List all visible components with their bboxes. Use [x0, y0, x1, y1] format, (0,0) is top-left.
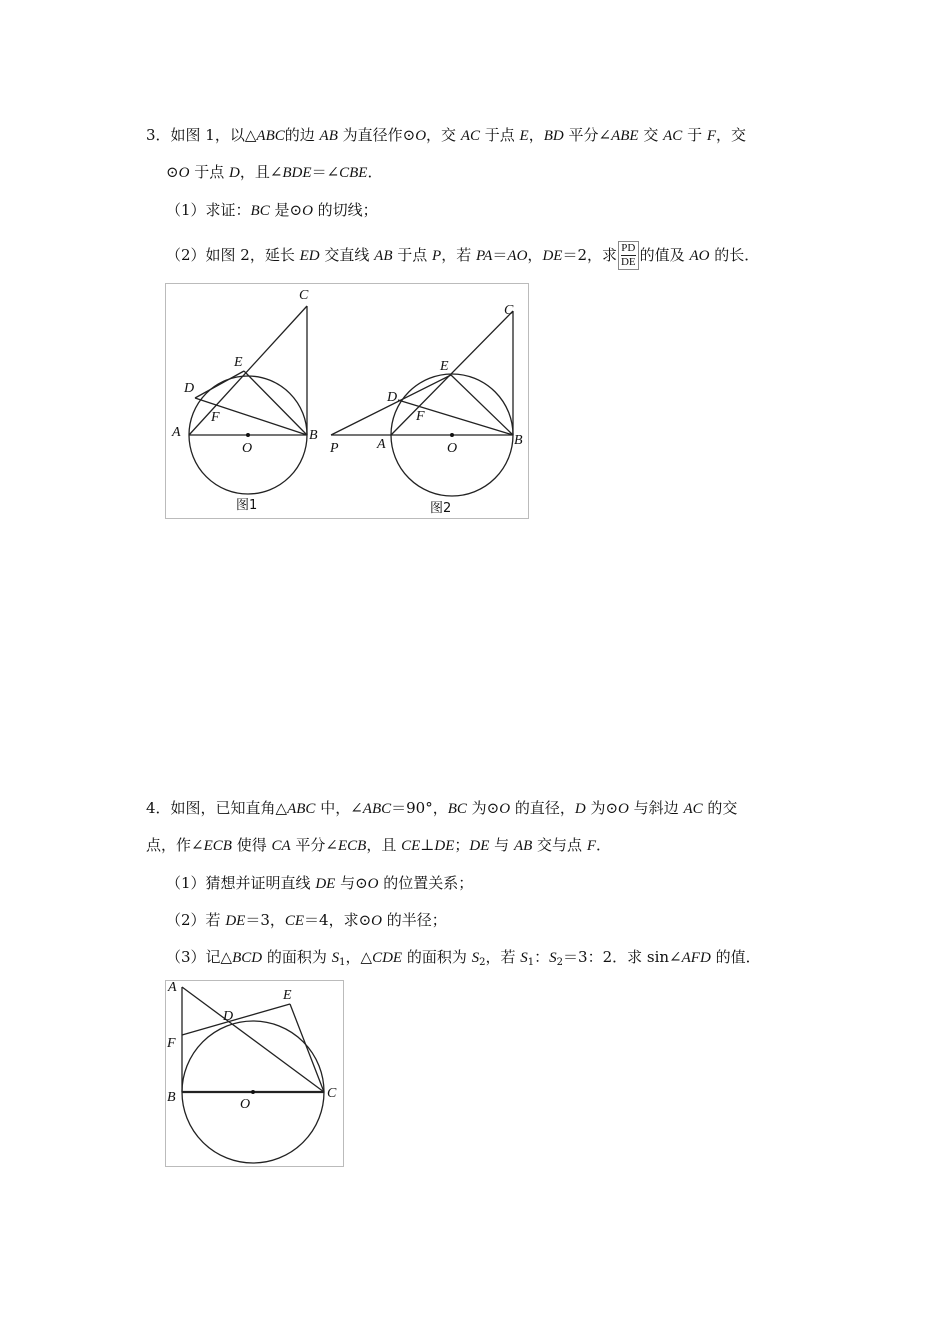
fig2-label-p: P [330, 441, 339, 456]
math-variable: AFD [681, 950, 711, 966]
math-variable: DE [225, 913, 246, 929]
math-variable: ABC [256, 128, 285, 144]
text-run: 的长． [709, 245, 760, 264]
math-variable: CE [284, 913, 305, 929]
math-variable: AB [374, 247, 393, 264]
text-run: ＝∠ [311, 163, 340, 181]
q4-label-e: E [283, 988, 292, 1003]
text-run: 与⊙ [335, 874, 368, 892]
q4-figure [165, 980, 344, 1167]
fig2-label-e: E [440, 359, 449, 374]
text-run: 于点 [189, 163, 229, 181]
fig2-label-b: B [514, 433, 523, 448]
math-variable: PA [476, 247, 493, 264]
math-variable: AC [460, 128, 480, 144]
math-variable: ABC [362, 801, 392, 817]
text-run: ； [454, 836, 470, 854]
math-variable: ECB [203, 838, 232, 854]
fig1-label-a: A [172, 425, 181, 440]
fig1-label-o: O [242, 441, 253, 456]
fraction-numerator: PD [621, 242, 636, 254]
text-run: 交 [638, 126, 664, 144]
fig1-label-b: B [309, 428, 318, 443]
math-variable: DE [434, 838, 455, 854]
text-run: 的边 [284, 126, 320, 144]
text-run: 为⊙ [585, 799, 619, 817]
math-variable: S [331, 950, 340, 966]
text-run: 是⊙ [269, 201, 303, 219]
text-run: ＝3：2．求 sin∠ [563, 948, 682, 966]
fig1-label-f: F [211, 410, 220, 425]
q4-center-dot [251, 1090, 255, 1094]
math-variable: CBE [339, 165, 368, 181]
fig1-label-c: C [299, 288, 309, 303]
math-variable: AC [683, 801, 703, 817]
text-run: ＝2，求 [562, 245, 617, 264]
text-run: （1）求证： [166, 201, 251, 219]
fig1-caption: 图1 [236, 498, 258, 513]
fig1-segment-de [195, 371, 244, 398]
math-variable: BC [447, 801, 467, 817]
math-variable: O [499, 801, 511, 817]
text-run: ，且 [366, 836, 402, 854]
q3-figures-svg [166, 284, 528, 518]
q4-label-d: D [223, 1009, 234, 1024]
text-run: ． [596, 836, 612, 854]
math-variable: ABE [611, 128, 639, 144]
math-variable: O [367, 876, 379, 892]
q3-stem-line1 [146, 125, 746, 146]
math-variable: O [178, 165, 190, 181]
text-run: 的面积为 [402, 948, 472, 966]
text-run: ＝90°， [391, 799, 448, 817]
fig2-label-d: D [387, 390, 398, 405]
subscript: 1 [339, 957, 346, 968]
fig2-caption: 图2 [430, 501, 452, 516]
fig1-label-e: E [234, 355, 243, 370]
text-run: ， [527, 245, 543, 264]
fig1-label-d: D [184, 381, 195, 396]
text-run: 的值． [710, 948, 761, 966]
math-variable: O [371, 913, 382, 929]
text-run: （1）猜想并证明直线 [166, 874, 316, 892]
math-variable: DE [469, 838, 490, 854]
math-variable: P [432, 247, 442, 264]
text-run: 于点 [392, 245, 433, 264]
text-run: 的位置关系； [378, 874, 474, 892]
math-variable: O [618, 801, 629, 817]
math-variable: AC [663, 128, 683, 144]
q4-label-b: B [167, 1090, 176, 1105]
math-variable: F [586, 838, 596, 854]
math-variable: S [549, 950, 557, 966]
math-variable: D [574, 801, 586, 817]
fig2-label-a: A [377, 437, 386, 452]
math-variable: ED [299, 247, 320, 264]
text-run: ⊥ [420, 836, 435, 854]
math-variable: S [520, 950, 528, 966]
subscript: 2 [479, 957, 486, 968]
text-run: ： [534, 948, 550, 966]
text-run: ＝4，求⊙ [304, 911, 372, 929]
text-run: 平分∠ [290, 836, 338, 854]
text-run: ，且∠ [239, 163, 283, 181]
q4-stem-line2 [146, 835, 611, 856]
fig2-line-pe [331, 375, 451, 435]
subscript: 1 [527, 957, 535, 968]
pd-over-de-fraction [618, 241, 639, 270]
math-variable: AB [513, 838, 533, 854]
q3-part1 [166, 200, 378, 221]
q4-label-a: A [168, 981, 177, 995]
math-variable: BCD [232, 950, 263, 966]
math-variable: ECB [337, 838, 367, 854]
text-run: 于 [682, 126, 707, 144]
text-run: 的值及 [639, 245, 690, 264]
fig2-label-f: F [416, 409, 425, 424]
text-run: 点，作∠ [146, 836, 204, 854]
text-run: ，若 [441, 245, 476, 264]
math-variable: AB [319, 128, 338, 144]
fig1-center-dot [246, 433, 250, 437]
math-variable: CDE [372, 950, 403, 966]
text-run: ＝3， [245, 911, 285, 929]
fraction-denominator: DE [620, 256, 636, 268]
text-run: 的面积为 [262, 948, 332, 966]
fig2-label-o: O [447, 441, 458, 456]
q3-stem-line2 [166, 162, 383, 183]
text-run: 平分∠ [563, 126, 612, 144]
math-variable: DE [315, 876, 336, 892]
text-run: 4．如图，已知直角△ [146, 799, 288, 817]
math-variable: BD [543, 128, 564, 144]
q4-label-o: O [240, 1097, 251, 1112]
q4-part1 [166, 873, 473, 894]
text-run: 交与点 [532, 836, 587, 854]
text-run: ⊙ [166, 163, 179, 181]
math-variable: ABC [287, 801, 316, 817]
math-variable: CE [401, 838, 421, 854]
math-variable: D [228, 165, 240, 181]
math-variable: O [415, 128, 427, 144]
text-run: 的交 [702, 799, 738, 817]
text-run: 3．如图 1，以△ [146, 126, 257, 144]
text-run: ，交 [716, 126, 747, 144]
text-run: 的切线； [312, 201, 378, 219]
text-run: 为⊙ [466, 799, 500, 817]
q4-line-fe [182, 1004, 290, 1035]
text-run: 使得 [231, 836, 272, 854]
subscript: 2 [556, 957, 564, 968]
text-run: 中，∠ [315, 799, 363, 817]
q3-part2-text-a [166, 246, 617, 264]
q4-segment-ac [182, 987, 324, 1092]
math-variable: DE [542, 247, 563, 264]
text-run: ，交 [426, 126, 461, 144]
math-variable: AO [507, 247, 528, 264]
math-variable: O [302, 203, 313, 219]
q4-stem-line1 [146, 798, 737, 819]
fig2-center-dot [450, 433, 454, 437]
text-run: （3）记△ [166, 948, 233, 966]
q3-figures [165, 283, 529, 519]
q4-figure-svg [166, 981, 343, 1166]
text-run: （2）如图 2，延长 [166, 245, 300, 264]
text-run: 的直径， [510, 799, 575, 817]
q3-part2-text-b [640, 246, 760, 264]
math-variable: E [519, 128, 529, 144]
text-run: ， [528, 126, 544, 144]
text-run: 于点 [480, 126, 520, 144]
text-run: ，若 [485, 948, 521, 966]
math-variable: S [471, 950, 480, 966]
q3-part2 [166, 241, 759, 270]
text-run: 与 [489, 836, 514, 854]
text-run: 交直线 [319, 245, 375, 264]
text-run: 的半径； [382, 911, 447, 929]
text-run: 与斜边 [628, 799, 684, 817]
math-variable: F [706, 128, 717, 144]
text-run: ＝ [492, 245, 508, 264]
math-variable: BDE [282, 165, 312, 181]
fig2-label-c: C [504, 303, 514, 318]
q4-part2 [166, 910, 447, 931]
math-variable: BC [250, 203, 270, 219]
q4-label-f: F [167, 1036, 176, 1051]
text-run: ． [367, 163, 383, 181]
text-run: 为直径作⊙ [337, 126, 416, 144]
math-variable: AO [689, 247, 710, 264]
math-variable: CA [271, 838, 291, 854]
q4-label-c: C [327, 1086, 337, 1101]
text-run: （2）若 [166, 911, 226, 929]
q4-part3 [166, 947, 761, 973]
text-run: ，△ [345, 948, 373, 966]
